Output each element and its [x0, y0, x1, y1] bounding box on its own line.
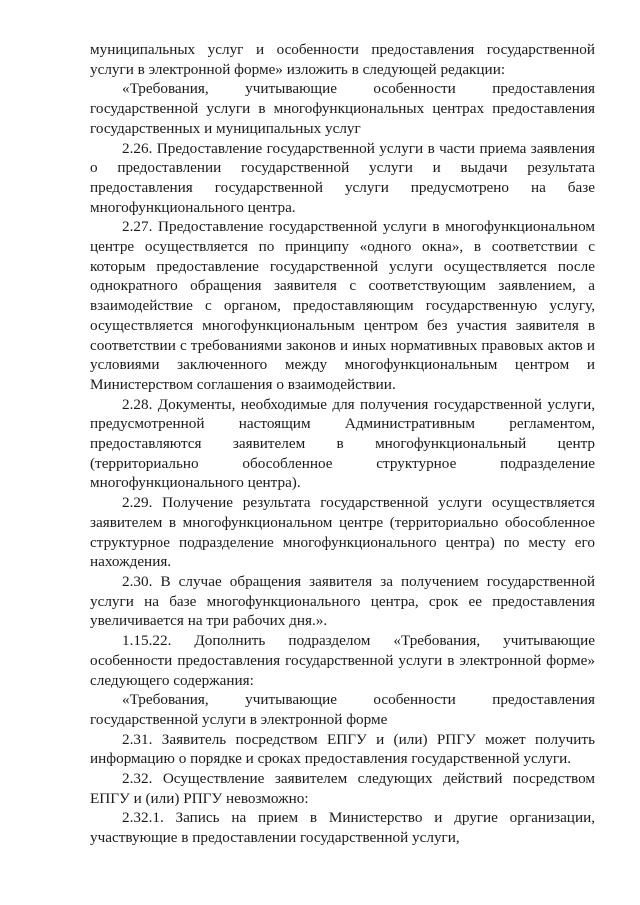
paragraph-2-26: 2.26. Предоставление государственной услуги в части приема заявления о предоставлении государственной услуги и выдачи результата предоставления государственной услуги предусмотрено на базе многофункционального центра.	[90, 139, 595, 216]
paragraph-2-32-1: 2.32.1. Запись на прием в Министерство и другие организации, участвующие в предоставлении государственной услуги,	[90, 809, 595, 847]
paragraph-2-27: 2.27. Предоставление государственной услуги в многофункциональном центре осуществляется по принципу «одного окна», в соответствии с которым предоставление государственной услуги осуществляется после однократного обращения заявителя с соответствующим заявлением, а взаимодействие с органом, предоставляющим государственную услугу, осуществляется многофункциональным центром без участия заявителя в соответствии с требованиями законов и иных нормативных правовых актов и условиями заключенного между многофункциональным центром и Министерством соглашения о взаимодействии.	[90, 218, 595, 393]
paragraph-2-30: 2.30. В случае обращения заявителя за получением государственной услуги на базе многофункционального центра, срок ее предоставления увеличивается на три рабочих дня.».	[90, 572, 595, 630]
paragraph-section-heading-mfc: «Требования, учитывающие особенности предоставления государственной услуги в многофункциональных центрах предоставления государственных и муниципальных услуг	[90, 80, 595, 137]
paragraph-2-28: 2.28. Документы, необходимые для получения государственной услуги, предусмотренной настоящим Административным регламентом, предоставляются заявителем в многофункциональный центр (территориально обособленное структурное подразделение многофункционального центра).	[90, 395, 595, 492]
paragraph-section-heading-electronic: «Требования, учитывающие особенности предоставления государственной услуги в электронной форме	[90, 691, 595, 728]
paragraph-2-31: 2.31. Заявитель посредством ЕПГУ и (или) РПГУ может получить информацию о порядке и сроках предоставления государственной услуги.	[90, 730, 595, 768]
paragraph-1-15-22: 1.15.22. Дополнить подразделом «Требования, учитывающие особенности предоставления государственной услуги в электронной форме» следующего содержания:	[90, 632, 595, 689]
paragraph-2-29: 2.29. Получение результата государственной услуги осуществляется заявителем в многофункциональном центре (территориально обособленное структурное подразделение многофункционального центра) по месту его нахождения.	[90, 494, 595, 571]
paragraph-continuation: муниципальных услуг и особенности предоставления государственной услуги в электронной форме» изложить в следующей редакции:	[90, 41, 595, 78]
document-body	[90, 40, 595, 848]
paragraph-2-32: 2.32. Осуществление заявителем следующих действий посредством ЕПГУ и (или) РПГУ невозможно:	[90, 770, 595, 807]
